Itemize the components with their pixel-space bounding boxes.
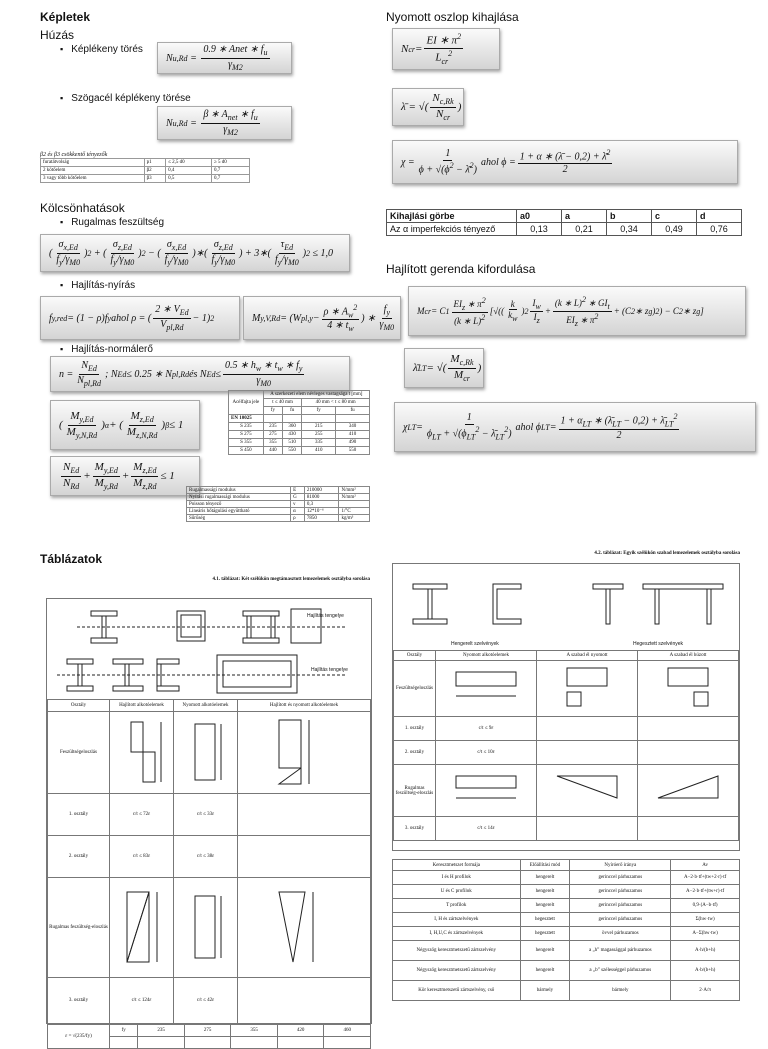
table-row: Poisson tényező ν 0,3: [187, 501, 370, 508]
table-row: Négyszög keresztmetszetű zártszelvény hengerelt a „b” szélességgel párhuzamos A·b/(b+h): [393, 961, 740, 981]
table-row: Feszültségeloszlás: [48, 712, 371, 794]
scan42-welded-label: Hegesztett szelvények: [633, 641, 684, 647]
formula-plastic-failure: N u,Rd = 0.9 ∗ Anet ∗ $f_u$ $\gamma_{M2}$: [157, 42, 292, 74]
table-row: S 275 275 430 255 410: [229, 431, 370, 439]
table-row: 2. osztály c/t ≤ 10ε: [394, 741, 739, 765]
scan41-title: 4.1. táblázat: Két szélükön megtámasztott lemezelemek osztályba sorolása: [212, 577, 370, 582]
formula-slenderness: λ̄ = √( $N_{c,Rk}$ $N_{cr}$ ): [392, 88, 464, 126]
hajlitott-heading: Hajlított gerenda kifordulása: [386, 262, 536, 276]
table-row: 1. osztály c/t ≤ 72ε c/t ≤ 33ε: [48, 794, 371, 836]
material-table: [186, 486, 370, 522]
formula-linear-interaction: $N_{Ed}$ $N_{Rd}$ + $M_{y,Ed}$ $M_{y,Rd}$ + $M_{z,Ed}$ $M_{z,Rd}$ ≤ 1: [50, 456, 200, 496]
table-row: U és C profilok hengerelt gerinccel párhuzamos A−2·b·tf+(tw+r)·tf: [393, 885, 740, 899]
formula-mcr: M cr = C 1 $EI_z$ ∗ $\pi^2$ (k ∗ L)$^2$ [√(( k $k_w$ ) 2 $I_w$ $I_z$ + (k ∗ L)$^2$ ∗ $GI_t$ $EI_z$ ∗ $\pi^2$ + (C 2 ∗ z g ) 2 ) − C 2 ∗ z g ]: [408, 286, 746, 336]
formula-biaxial: ( $M_{y,Ed}$ $M_{y,N,Rd}$ ) α + ( $M_{z,Ed}$ $M_{z,N,Rd}$ ) β ≤ 1: [50, 400, 200, 450]
bullet-szogacel: ▪ Szögacél képlékeny törése: [60, 93, 191, 104]
table-row: I, H és zártszelvények hegesztett gerinccel párhuzamos Σ(hw·tw): [393, 913, 740, 927]
formula-bending-normal: n = $N_{Ed}$ $N_{pl,Rd}$ ; N Ed ≤ 0.25 ∗ N pl,Rd és N Ed ≤ 0.5 ∗ $h_w$ ∗ $t_w$ ∗ $f_y$ $\gamma_{M0}$: [50, 356, 350, 392]
formula-bending-shear: f y,red = (1 − ρ)f y ahol ρ = ( 2 ∗ $V_{Ed}$ $V_{pl,Rd}$ − 1) 2: [40, 296, 240, 340]
scan41-epsilon-table: ε = √(235/fy) fy 235 275 355 420 460: [47, 1024, 371, 1049]
formula-lt-slenderness: λ̄ LT = √( $M_{c,Rk}$ $M_{cr}$ ): [404, 348, 484, 388]
bullet-hajlitas-normal: ▪ Hajlítás-normálerő: [60, 344, 153, 355]
formula-elastic-interaction: ( $\sigma_{x,Ed}$ $f_y/\gamma_{M0}$ ) 2 + ( $\sigma_{z,Ed}$ $f_y/\gamma_{M0}$ ) 2 − ( $\sigma_{x,Ed}$ $f_y/\gamma_{M0}$ )∗( $\sigma_{z,Ed}$ $f_y/\gamma_{M0}$ ) + 3∗( $\tau_{Ed}$ $f_y/\gamma_{M0}$ ) 2 ≤ 1,0: [40, 234, 350, 272]
formula-angle-failure: N u,Rd = β ∗ $A_{net}$ ∗ $f_u$ $\gamma_{M2}$: [157, 106, 292, 140]
scan41-axis-label-2: Hajlítás tengelye: [311, 667, 348, 673]
formula-chi-lt: χ LT = 1 $\phi_{LT} + √(\phi_{LT}^2$ − $\lambdā_{LT}^2$) ahol ϕ LT = $1 + \alpha_{LT}$ ∗ $(\lambdā_{LT} - 0,2)$ + $\lambdā_{LT}^2$ 2: [394, 402, 756, 452]
scan42-rolled-label: Hengerelt szelvények: [451, 641, 499, 647]
formula-chi: χ = 1 $\phi + √(\phi^2$ − λ̄$^2$) ahol ϕ = 1 + α ∗ (λ̄ − 0,2) + λ̄$^2$ 2: [392, 140, 738, 184]
table-row: 3. osztály c/t ≤ 124ε c/t ≤ 42ε: [48, 978, 371, 1024]
table-row: Rugalmas feszültség-eloszlás: [48, 878, 371, 978]
table-row: I és H profilok hengerelt gerinccel párhuzamos A−2·b·tf+(tw+2·r)·tf: [393, 871, 740, 885]
beta-table: [40, 152, 250, 183]
table-row: I, H,U,C és zártszelvények hegesztett övvel párhuzamos A−Σ(hw·tw): [393, 927, 740, 941]
table-row: Az α imperfekciós tényező 0,13 0,21 0,34 0,49 0,76: [387, 223, 742, 236]
table-row: Nyírási rugalmassági modulus G 81000 N/mm²: [187, 494, 370, 501]
formula-euler: N cr = EI ∗ $\pi^2$ $L_{cr}^2$: [392, 28, 500, 70]
beta-table-title: β2 és β3 csökkentő tényezők: [40, 152, 108, 158]
table-row: S 450 440 550 410 550: [229, 447, 370, 455]
scan41-table: Hajlítás tengelye Hajlítás tengelye Osztály Hajlított alkotóelemek Nyomott alkotóelemek Hajlított és nyomott alkotóelemek Feszültségeloszlás 1. osztály c/t ≤ 72ε c/t ≤ 33ε 2. osztály c/t ≤ 83ε c/t ≤ 38ε Rugalmas feszültség-eloszlás 3. osztály c/t ≤ 124ε c/t ≤ 42ε ε = √(235/fy) fy 235 275 355 420 460: [46, 598, 372, 1024]
shear-area-table: Keresztmetszet formája Előállítási mód Nyíróerő iránya Av I és H profilok hengerelt gerinccel párhuzamos A−2·b·tf+(tw+2·r)·tf U és C profilok hengerelt gerinccel párhuzamos A−2·b·tf+(tw+r)·tf T profilok hengerelt gerinccel párhuzamos 0,9·(A−b·tf) I, H és zártszelvények hegesztett gerinccel párhuzamos Σ(hw·tw) I, H,U,C és zártszelvények hegesztett övvel párhuzamos A−Σ(hw·tw) Négyszög keresztmetszetű zártszelvény hengerelt a „h” magassággal párhuzamos A·h/(b+h) Négyszög keresztmetszetű zártszelvény hengerelt a „b” szélességgel párhuzamos A·b/(b+h) Kör keresztmetszetű zártszelvény, cső bármely bármely 2·A/π: [392, 859, 740, 1001]
table-row: Lineáris hőtágulási együttható α 12*10⁻⁶ 1/°C: [187, 508, 370, 515]
nyomott-heading: Nyomott oszlop kihajlása: [386, 10, 519, 24]
table-row: Sűrűség ρ 7850 kg/m³: [187, 515, 370, 522]
scan42-title: 4.2. táblázat: Egyik szélükön szabad lemezelemek osztályba sorolása: [594, 551, 740, 556]
table-row: Kör keresztmetszetű zártszelvény, cső bármely bármely 2·A/π: [393, 981, 740, 1001]
table-row: S 355 355 510 335 490: [229, 439, 370, 447]
table-row: 2 kötőelem β2 0,4 0,7: [41, 167, 250, 175]
bullet-hajlitas-nyiras: ▪ Hajlítás-nyírás: [60, 280, 135, 291]
table-row: Feszültségeloszlás: [394, 661, 739, 717]
buckling-curve-table: [386, 209, 742, 236]
table-row: Rugalmassági modulus E 210000 N/mm²: [187, 487, 370, 494]
kepletek-heading: Képletek: [40, 10, 91, 24]
table-row: Kihajlási görbe a0 a b c d: [387, 210, 742, 223]
table-row: S 235 235 360 215 340: [229, 423, 370, 431]
kolcsonhatasok-heading: Kölcsönhatások: [40, 201, 125, 215]
formula-bending-shear-moment: M y,V,Rd = (W pl,y − ρ ∗ $A_w^2$ 4 ∗ $t_w$ ) ∗ $f_y$ $\gamma_{M0}$: [243, 296, 401, 340]
scan42-table: Hengerelt szelvények Hegesztett szelvények Osztály Nyomott alkotóelemek A szabad él nyomott A szabad él húzott Feszültségeloszlás 1. osztály c/t ≤ 9ε 2. osztály c/t ≤ 10ε Rugalmas feszültség-eloszlás 3. osztály c/t ≤ 14ε: [392, 563, 740, 851]
table-row: Négyszög keresztmetszetű zártszelvény hengerelt a „h” magassággal párhuzamos A·h/(b+h): [393, 941, 740, 961]
table-row: T profilok hengerelt gerinccel párhuzamos 0,9·(A−b·tf): [393, 899, 740, 913]
scan42-section-sketches: [393, 564, 741, 638]
bullet-keplekeny: ▪ Képlékeny törés: [60, 44, 143, 55]
table-row: furatátvolság p1 ≤ 2,5 d0 ≥ 5 d0: [41, 159, 250, 167]
scan41-axis-label-1: Hajlítás tengelye: [307, 613, 344, 619]
table-row: 1. osztály c/t ≤ 9ε: [394, 717, 739, 741]
table-row: 3 vagy több kötőelem β3 0,5 0,7: [41, 175, 250, 183]
table-row: Rugalmas feszültség-eloszlás: [394, 765, 739, 817]
huzas-heading: Húzás: [40, 28, 75, 42]
table-row: 3. osztály c/t ≤ 14ε: [394, 817, 739, 841]
steel-grade-table: Acélfajta jele A szerkezeti elem névleges vastagsága t [mm] t ≤ 40 mm 40 mm < t ≤ 80 mm fy fu fy fu EN 10025 S 235 235 360 215 340 S 275 275 430 255 410 S 355 355 510 335 490 S 450 440 550 410 550: [228, 390, 370, 455]
table-row: 2. osztály c/t ≤ 83ε c/t ≤ 38ε: [48, 836, 371, 878]
tablazatok-heading: Táblázatok: [40, 552, 103, 566]
bullet-rugalmas: ▪ Rugalmas feszültség: [60, 217, 164, 228]
